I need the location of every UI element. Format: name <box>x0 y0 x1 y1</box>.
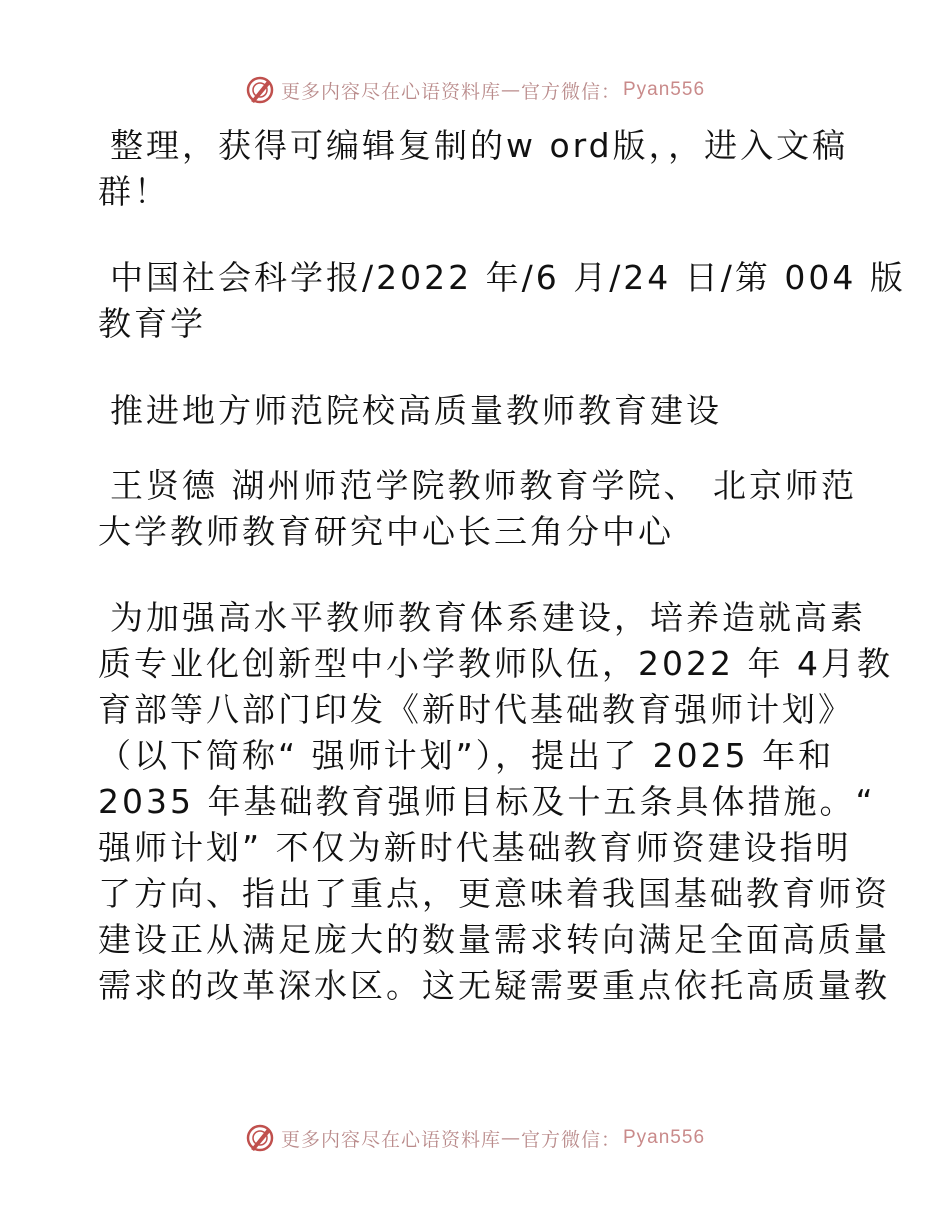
intro-line: 群！ <box>98 172 170 211</box>
body-line: 建设正从满足庞大的数量需求转向满足全面高质量 <box>98 920 890 959</box>
body-line: 育部等八部门印发《新时代基础教育强师计划》 <box>98 690 854 729</box>
body-line: 需求的改革深水区。这无疑需要重点依托高质量教 <box>98 966 890 1005</box>
source-line: 教育学 <box>98 304 206 343</box>
body-line: 为加强高水平教师教育体系建设，培养造就高素 <box>110 598 866 637</box>
header-watermark <box>0 70 950 110</box>
watermark-dash: — <box>500 79 521 101</box>
source-line: 中国社会科学报/2022 年/6 月/24 日/第 004 版 <box>110 258 906 297</box>
article-title <box>98 388 853 434</box>
watermark-official: 官方微信： <box>520 1128 621 1151</box>
watermark-wechat-id: Pyan556 <box>623 1127 706 1148</box>
body-line: 2035 年基础教育强师目标及十五条具体措施。“ <box>98 782 876 821</box>
author-paragraph <box>98 463 857 555</box>
body-paragraph <box>98 595 893 1009</box>
watermark-brand: 更多内容尽在心语资料库 <box>280 80 501 103</box>
author-line: 王贤德 湖州师范学院教师教育学院、 北京师范 <box>110 466 857 505</box>
watermark-wechat-id: Pyan556 <box>623 79 706 100</box>
watermark-dash: — <box>500 1127 521 1149</box>
intro-paragraph <box>98 123 853 215</box>
body-line: 质专业化创新型中小学教师队伍，2022 年 4月教 <box>98 644 893 683</box>
footer-watermark <box>0 1118 950 1158</box>
body-line: （以下简称“ 强师计划”），提出了 2025 年和 <box>98 736 835 775</box>
watermark-official: 官方微信： <box>520 80 621 103</box>
watermark-brand: 更多内容尽在心语资料库 <box>280 1128 501 1151</box>
body-line: 了方向、指出了重点，更意味着我国基础教育师资 <box>98 874 890 913</box>
pen-circle-icon <box>245 75 275 105</box>
intro-line: 整理，获得可编辑复制的w ord版，，进入文稿 <box>110 126 849 165</box>
author-line: 大学教师教育研究中心长三角分中心 <box>98 512 674 551</box>
pen-circle-icon <box>245 1123 275 1153</box>
title-line: 推进地方师范院校高质量教师教育建设 <box>110 391 722 430</box>
body-line: 强师计划” 不仅为新时代基础教育师资建设指明 <box>98 828 852 867</box>
source-paragraph <box>98 255 906 347</box>
